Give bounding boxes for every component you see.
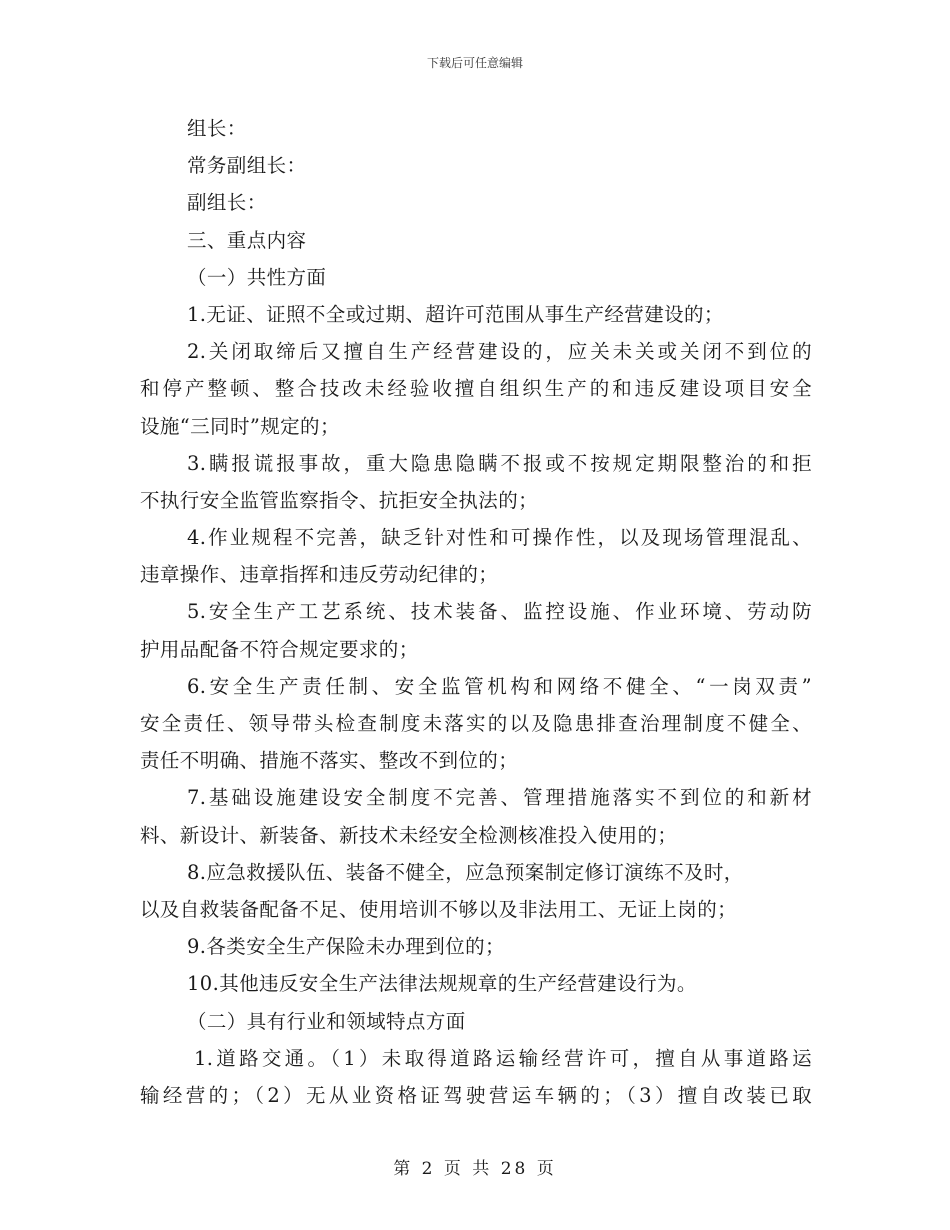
line-executive-deputy-leader: 常务副组长： bbox=[187, 154, 307, 178]
item-6-line-2: 安全责任、领导带头检查制度未落实的以及隐患排查治理制度不健全、 bbox=[140, 712, 812, 735]
item-6-line-1: 6.安全生产责任制、安全监管机构和网络不健全、“一岗双责” bbox=[187, 674, 812, 698]
item-6-line-3: 责任不明确、措施不落实、整改不到位的； bbox=[140, 749, 519, 773]
line-team-leader: 组长： bbox=[187, 117, 247, 140]
item-2-line-1: 2.关闭取缔后又擅自生产经营建设的，应关未关或关闭不到位的 bbox=[187, 340, 812, 364]
item-3-line-2: 不执行安全监管监察指令、抗拒安全执法的； bbox=[140, 488, 539, 512]
item-5-line-1: 5.安全生产工艺系统、技术装备、监控设施、作业环境、劳动防 bbox=[187, 600, 812, 624]
item-9: 9.各类安全生产保险未办理到位的； bbox=[187, 935, 505, 959]
subsection-heading-common-aspects: （一）共性方面 bbox=[187, 265, 327, 289]
item-8-line-2: 以及自救装备配备不足、使用培训不够以及非法用工、无证上岗的； bbox=[140, 897, 738, 921]
item-1: 1.无证、证照不全或过期、超许可范围从事生产经营建设的； bbox=[187, 302, 724, 326]
item-8-line-1: 8.应急救援队伍、装备不健全，应急预案制定修订演练不及时， bbox=[187, 860, 744, 884]
industry-item-1-line-2: 输经营的；（2）无从业资格证驾驶营运车辆的；（3）擅自改装已取 bbox=[140, 1083, 812, 1107]
item-3-line-1: 3.瞒报谎报事故，重大隐患隐瞒不报或不按规定期限整治的和拒 bbox=[187, 451, 812, 475]
page-footer: 第 2 页 共 28 页 bbox=[393, 1159, 557, 1179]
item-7-line-2: 料、新设计、新装备、新技术未经安全检测核准投入使用的； bbox=[140, 823, 678, 847]
item-10: 10.其他违反安全生产法律法规规章的生产经营建设行为。 bbox=[187, 972, 697, 996]
page-header: 下载后可任意编辑 bbox=[426, 56, 523, 70]
line-deputy-leader: 副组长： bbox=[187, 191, 267, 215]
item-4-line-1: 4.作业规程不完善，缺乏针对性和可操作性，以及现场管理混乱、 bbox=[187, 526, 812, 550]
subsection-heading-industry-aspects: （二）具有行业和领域特点方面 bbox=[187, 1009, 466, 1033]
item-5-line-2: 护用品配备不符合规定要求的； bbox=[140, 637, 419, 661]
item-2-line-3: 设施“三同时”规定的； bbox=[140, 414, 340, 438]
item-7-line-1: 7.基础设施建设安全制度不完善、管理措施落实不到位的和新材 bbox=[187, 786, 812, 810]
section-heading-key-content: 三、重点内容 bbox=[187, 228, 307, 252]
item-2-line-2: 和停产整顿、整合技改未经验收擅自组织生产的和违反建设项目安全 bbox=[140, 377, 812, 401]
document-body bbox=[140, 110, 812, 1114]
item-4-line-2: 违章操作、违章指挥和违反劳动纪律的； bbox=[140, 563, 499, 587]
industry-item-1-line-1: 1.道路交通。（1）未取得道路运输经营许可，擅自从事道路运 bbox=[194, 1046, 812, 1070]
